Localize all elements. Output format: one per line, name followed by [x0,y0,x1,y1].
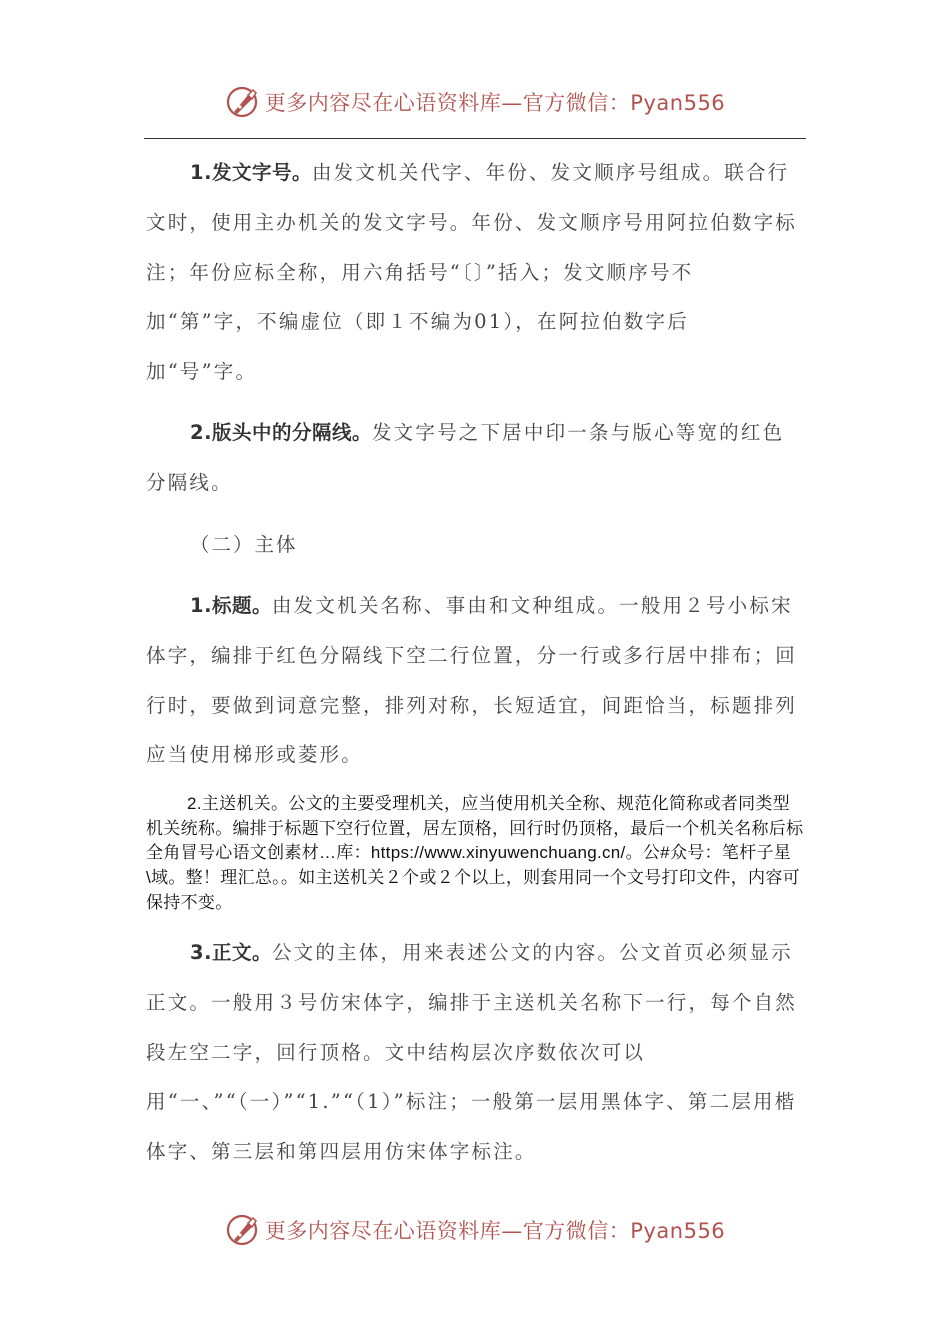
paragraph-body: 由发文机关名称、事由和文种组成。一般用２号小标宋体字，编排于红色分隔线下空二行位置，分一行或多行居中排布；回行时，要做到词意完整，排列对称，长短适宜，间距恰当，标题排列应当使用梯形或菱形。 [146,594,798,767]
paragraph-body: 发文字号之下居中印一条与版心等宽的红色分隔线。 [146,421,785,494]
paragraph-body: 由发文机关代字、年份、发文顺序号组成。联合行文时，使用主办机关的发文字号。年份、发文顺序号用阿拉伯数字标注；年份应标全称，用六角括号“〔〕”括入；发文顺序号不加“第”字，不编虚位（即１不编为01），在阿拉伯数字后加“号”字。 [146,161,798,384]
paragraph-main-text [146,928,798,1177]
paragraph-document-number [146,148,798,397]
section-heading-main-body: （二）主体 [190,533,298,556]
paragraph-heading: 3.正文。 [190,941,272,964]
paragraph-main-recipient: 2.主送机关。公文的主要受理机关，应当使用机关全称、规范化简称或者同类型机关统称。编排于标题下空行位置，居左顶格，回行时仍顶格，最后一个机关名称后标全角冒号心语文创素材…库：https://www.xinyuwenchuang.cn/。公#众号：笔杆子星\域。整！理汇总。。如主送机关２个或２个以上，则套用同一个文号打印文件，内容可保持不变。 [146,794,804,912]
footer-banner-text: 更多内容尽在心语资料库—官方微信：Pyan556 [264,1219,726,1243]
paragraph-separator-line [146,408,798,508]
paragraph-heading: 1.发文字号。 [190,161,312,184]
footer-banner [0,1208,950,1252]
paragraph-heading: 1.标题。 [190,594,272,617]
paragraph-title [146,581,798,780]
header-banner [0,80,950,124]
pen-nib-logo-icon [225,1213,259,1247]
header-banner-text: 更多内容尽在心语资料库—官方微信：Pyan556 [264,91,726,115]
paragraph-heading: 2.版头中的分隔线。 [190,421,372,444]
paragraph-body: 公文的主体，用来表述公文的内容。公文首页必须显示正文。一般用３号仿宋体字，编排于主送机关名称下一行，每个自然段左空二字，回行顶格。文中结构层次序数依次可以用“一、”“（一）”“1.”“（1）”标注；一般第一层用黑体字、第二层用楷体字、第三层和第四层用仿宋体字标注。 [146,941,798,1164]
header-divider [144,138,806,139]
pen-nib-logo-icon [225,85,259,119]
